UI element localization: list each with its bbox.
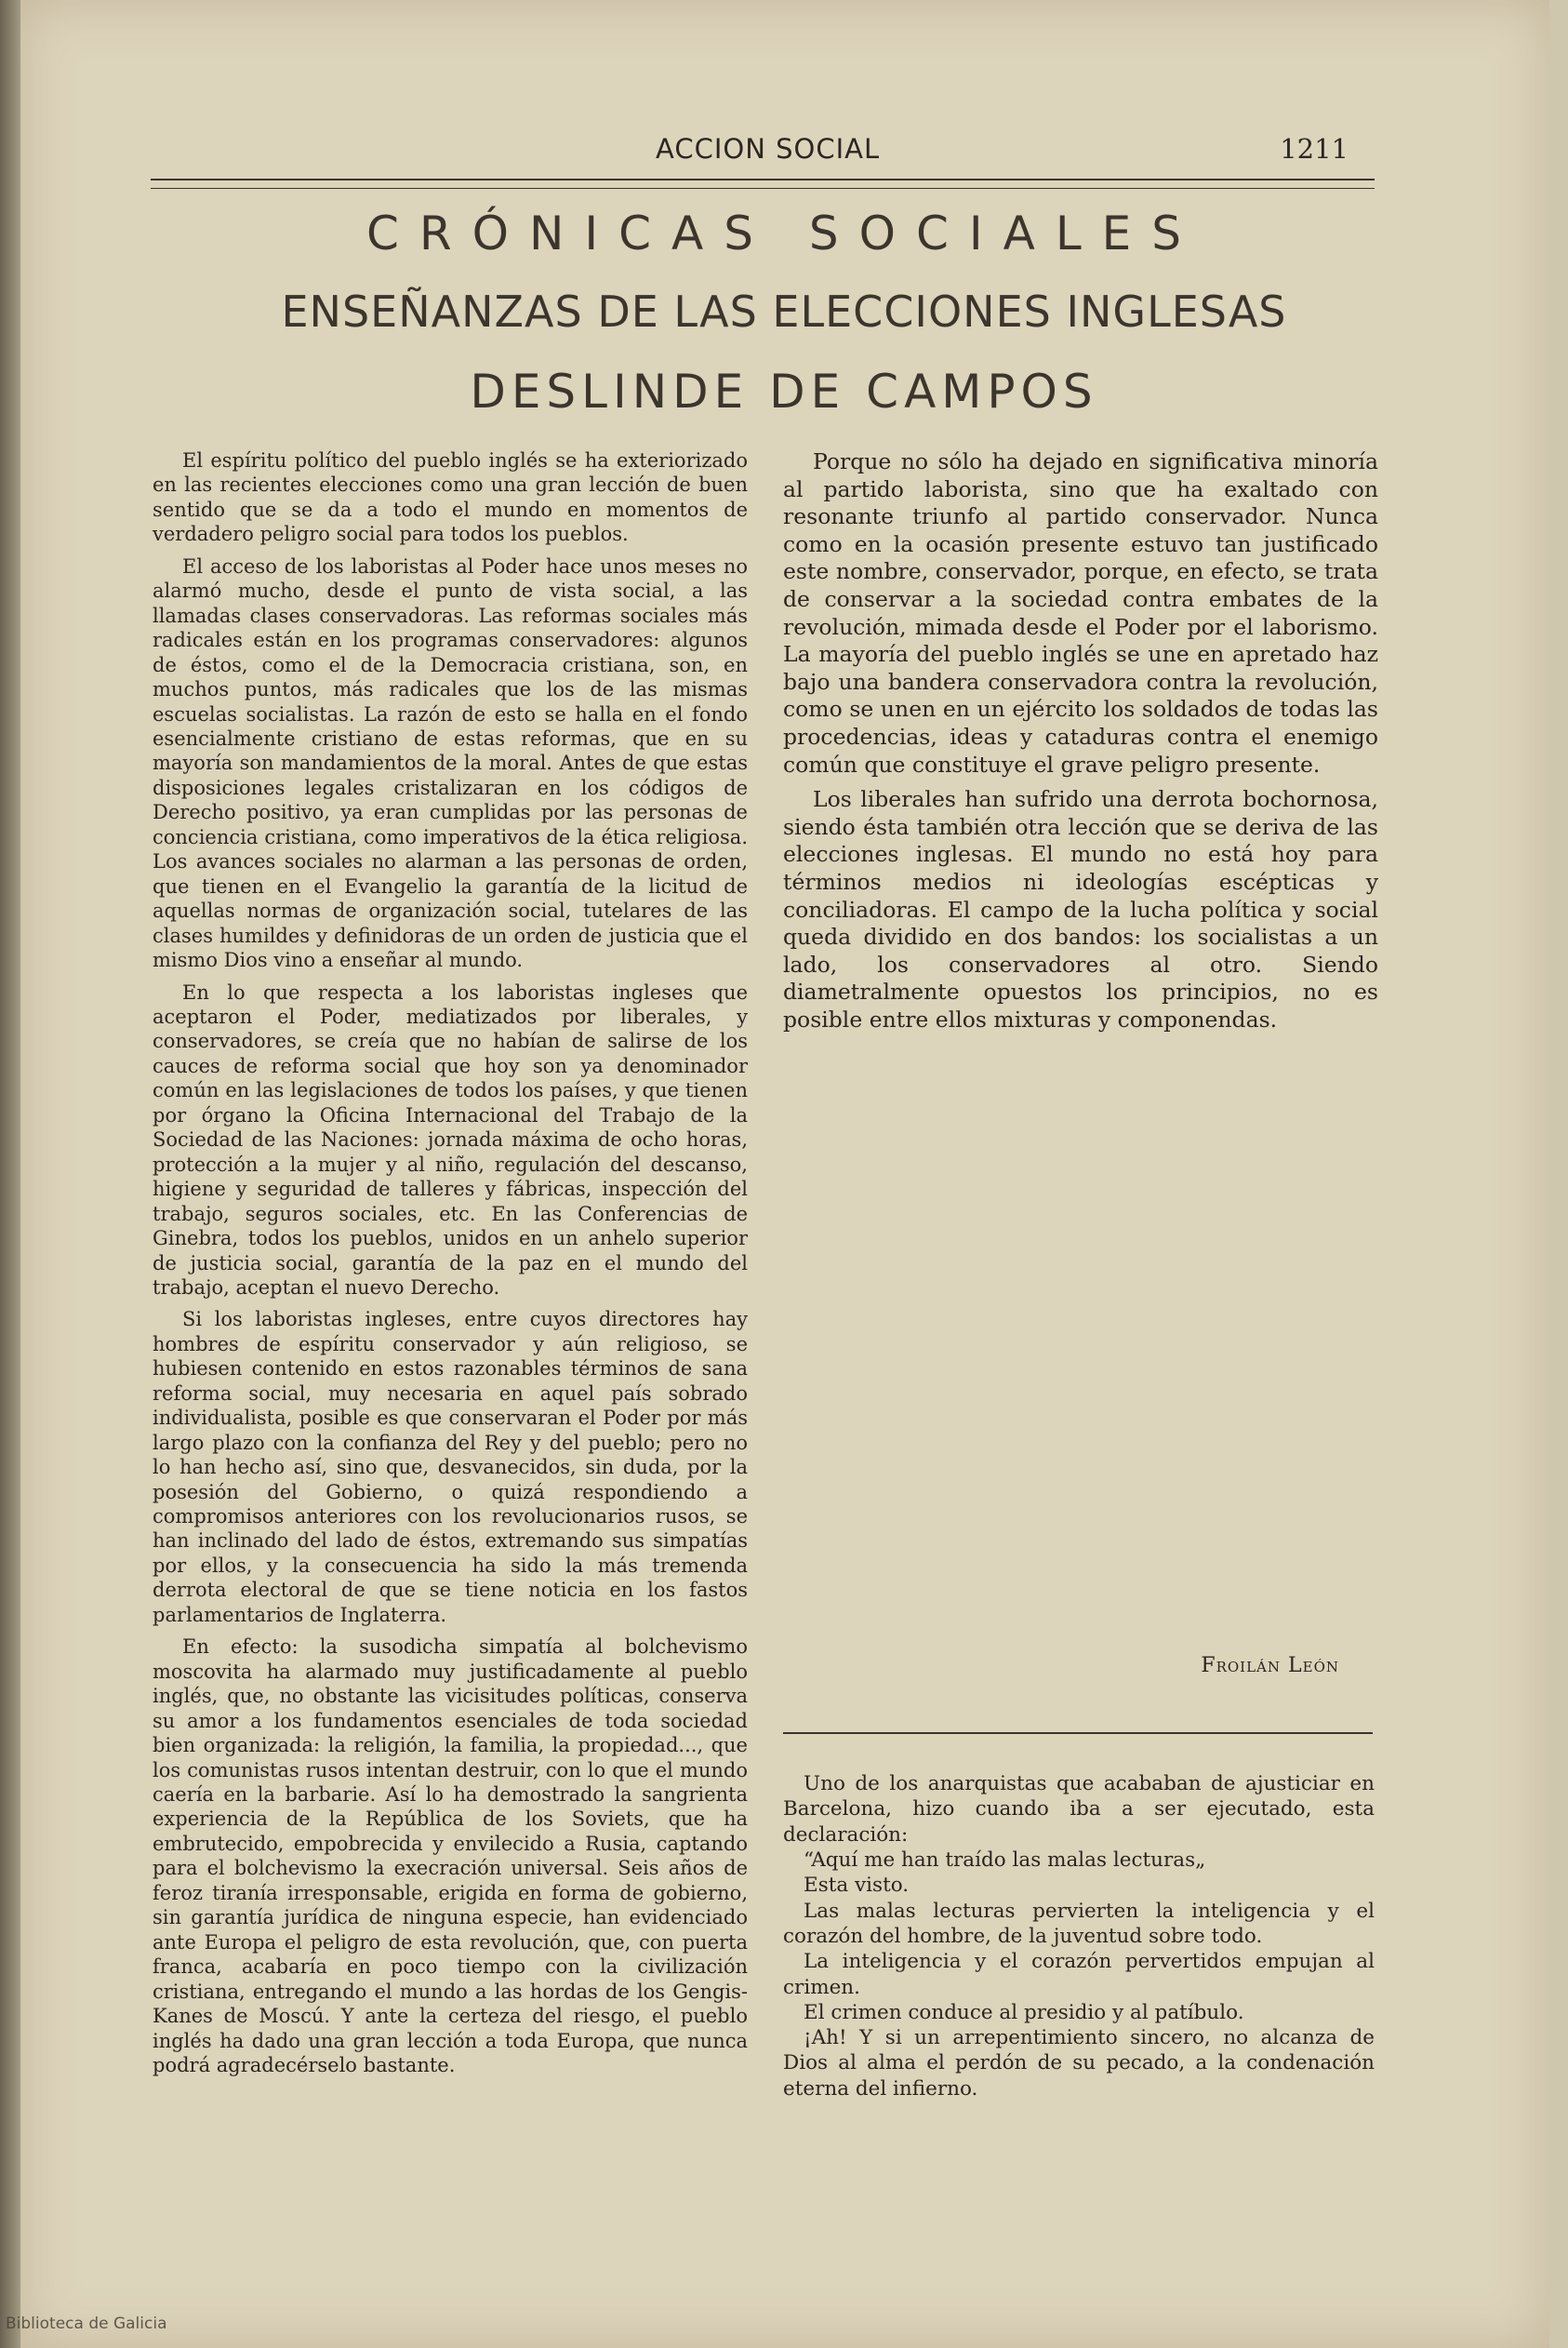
article-subtitle: DESLINDE DE CAMPOS [470, 365, 1098, 419]
page-number: 1211 [1280, 133, 1349, 165]
article-paragraph: El acceso de los laboristas al Poder hace unos meses no alarmó mucho, desde el punto de vista social, a las llamadas clases conservadoras. Las reformas sociales más radicales están en los programas conservadores: algunos de éstos, como el de la Democracia cristiana, son, en muchos puntos, más radicales que los de las mismas escuelas socialistas. La razón de esto se halla en el fondo esencialmente cristiano de estas reformas, que en su mayoría son mandamientos de la moral. Antes de que estas disposiciones legales cristalizaran en los códigos de Derecho positivo, ya eran cumplidas por las personas de conciencia cristiana, como imperativos de la ética religiosa. Los avances sociales no alarman a las personas de orden, que tienen en el Evangelio la garantía de la licitud de aquellas normas de organización social, tutelares de las clases humildes y definidoras de un orden de justicia que el mismo Dios vino a enseñar al mundo. [153, 554, 748, 972]
article-paragraph: En efecto: la susodicha simpatía al bolchevismo moscovita ha alarmado muy justificadamente al pueblo inglés, que, no obstante las vicisitudes políticas, conserva su amor a los fundamentos esenciales de toda sociedad bien organizada: la religión, la familia, la propiedad..., que los comunistas rusos intentan destruir, con lo que el mundo caería en la barbarie. Así lo ha demostrado la sangrienta experiencia de la República de los Soviets, que ha embrutecido, empobrecida y envilecido a Rusia, captando para el bolchevismo la execración universal. Seis años de feroz tiranía irresponsable, erigida en forma de gobierno, sin garantía jurídica de ninguna especie, han evidenciado ante Europa el peligro de esta revolución, que, con puerta franca, acabaría en poco tiempo con la civilización cristiana, entregando el mundo a las hordas de los Gengis-Kanes de Moscú. Y ante la certeza del riesgo, el pueblo inglés ha dado una gran lección a toda Europa, que nunca podrá agradecérselo bastante. [153, 1635, 748, 2076]
author-signature: Froilán León [1201, 1654, 1339, 1677]
note-paragraph: La inteligencia y el corazón pervertidos empujan al crimen. [783, 1950, 1375, 1999]
note-paragraph: ¡Ah! Y si un arrepentimiento sincero, no alcanza de Dios al alma el perdón de su pecado, a la condenación eterna del infierno. [783, 2026, 1375, 2101]
article-column-left [153, 448, 748, 2077]
header-rule [151, 179, 1375, 189]
publication-title: ACCION SOCIAL [656, 133, 881, 165]
running-head [151, 133, 1375, 170]
section-divider [783, 1732, 1373, 1734]
article-paragraph: En lo que respecta a los laboristas ingleses que aceptaron el Poder, mediatizados por liberales, y conservadores, se creía que no habían de salirse de los cauces de reforma social que hoy son ya denominador común en las legislaciones de todos los países, y que tienen por órgano la Oficina Internacional del Trabajo de la Sociedad de las Naciones: jornada máxima de ocho horas, protección a la mujer y al niño, regulación del descanso, higiene y seguridad de talleres y fábricas, inspección del trabajo, seguros sociales, etc. En las Conferencias de Ginebra, todos los pueblos, unidos en un anhelo superior de justicia social, garantía de la paz en el mundo del trabajo, aceptan el nuevo Derecho. [153, 981, 748, 1299]
article-title: ENSEÑANZAS DE LAS ELECCIONES INGLESAS [281, 287, 1287, 337]
binding-spine [0, 0, 20, 2348]
article-paragraph: Los liberales han sufrido una derrota bochornosa, siendo ésta también otra lección que se deriva de las elecciones inglesas. El mundo no está hoy para términos medios ni ideologías escépticas y conciliadoras. El campo de la lucha política y social queda dividido en dos bandos: los socialistas a un lado, los conservadores al otro. Siendo diametralmente opuestos los principios, no es posible entre ellos mixturas y componendas. [783, 786, 1378, 1033]
note-paragraph: Esta visto. [804, 1874, 910, 1898]
note-paragraph: “Aquí me han traído las malas lecturas„ [804, 1848, 1206, 1872]
article-paragraph: El espíritu político del pueblo inglés se ha exteriorizado en las recientes elecciones como una gran lección de buen sentido que se da a todo el mundo en momentos de verdadero peligro social para todos los pueblos. [153, 449, 748, 546]
library-watermark: Biblioteca de Galicia [6, 2315, 167, 2333]
note-paragraph: El crimen conduce al presidio y al patíbulo. [804, 2000, 1244, 2024]
anarchist-note [783, 1771, 1375, 2101]
note-paragraph: Las malas lecturas pervierten la inteligencia y el corazón del hombre, de la juventud sobre todo. [783, 1899, 1375, 1948]
article-column-right [783, 448, 1378, 1041]
note-paragraph: Uno de los anarquistas que acababan de ajusticiar en Barcelona, hizo cuando iba a ser ejecutado, esta declaración: [783, 1772, 1375, 1847]
section-heading: CRÓNICAS SOCIALES [365, 207, 1203, 260]
article-paragraph: Si los laboristas ingleses, entre cuyos directores hay hombres de espíritu conservador y aún religioso, se hubiesen contenido en estos razonables términos de sana reforma social, muy necesaria en aquel país sobrado individualista, posible es que conservaran el Poder por más largo plazo con la confianza del Rey y del pueblo; pero no lo han hecho así, sino que, desvanecidos, sin duda, por la posesión del Gobierno, o quizá respondiendo a compromisos anteriores con los revolucionarios rusos, se han inclinado del lado de éstos, extremando sus simpatías por ellos, y la consecuencia ha sido la más tremenda derrota electoral de que se tiene noticia en los fastos parlamentarios de Inglaterra. [153, 1308, 748, 1626]
article-paragraph: Porque no sólo ha dejado en significativa minoría al partido laborista, sino que ha exaltado con resonante triunfo al partido conservador. Nunca como en la ocasión presente estuvo tan justificado este nombre, conservador, porque, en efecto, se trata de conservar a la sociedad contra embates de la revolución, mimada desde el Poder por el laborismo. La mayoría del pueblo inglés se une en apretado haz bajo una bandera conservadora contra la revolución, como se unen en un ejército los soldados de todas las procedencias, ideas y cataduras contra el enemigo común que constituye el grave peligro presente. [783, 448, 1378, 778]
